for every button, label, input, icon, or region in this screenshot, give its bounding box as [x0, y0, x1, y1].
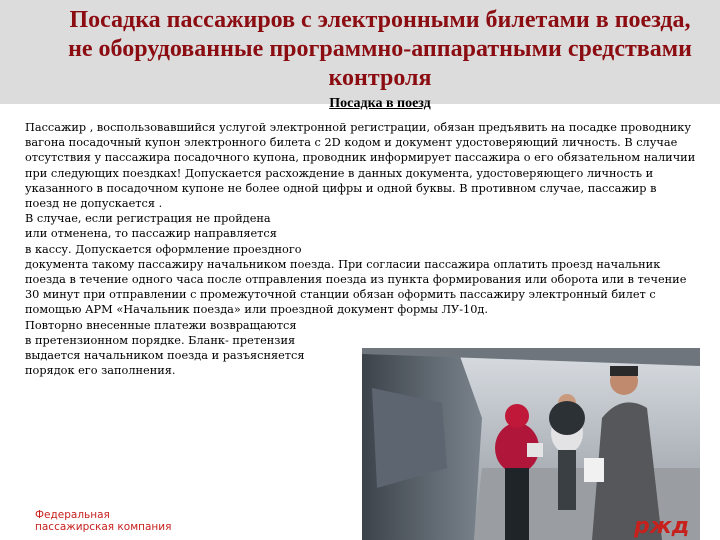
body-line: в претензионном порядке. Бланк- претензия: [25, 333, 296, 347]
body-text: [25, 120, 697, 378]
body-line: или отменена, то пассажир направляется: [25, 227, 277, 241]
rzd-logo-icon: [632, 512, 696, 538]
slide-title: Посадка пассажиров с электронными билетами в поезда, не оборудованные программно-аппаратными средствами контроля: [68, 7, 692, 91]
body-line: порядок его заполнения.: [25, 364, 176, 378]
section-subtitle: Посадка в поезд: [329, 96, 431, 111]
body-line: В случае, если регистрация не пройдена: [25, 212, 271, 226]
body-line: указанного в посадочном купоне не более одной цифры и одной буквы. В противном случае, пассажир в: [25, 181, 657, 195]
body-line: поезда в течение одного часа после отправления поезда из пункта формирования или оборота или в течение: [25, 273, 687, 287]
body-line: при следующих поездках! Допускается расхождение в данных документа, удостоверяющего личность и: [25, 166, 654, 180]
company-name-line1: Федеральная: [35, 509, 110, 521]
company-name-line2: пассажирская компания: [35, 521, 172, 533]
body-line: отсутствия у пассажира посадочного купона, проводник информирует пассажира о его обязательном наличии: [25, 151, 696, 165]
body-line: выдается начальником поезда и разъясняется: [25, 349, 305, 363]
body-line: помощью АРМ «Начальник поезда» или проездной документ формы ЛУ-10д.: [25, 303, 488, 317]
body-line: Повторно внесенные платежи возвращаются: [25, 318, 297, 332]
body-line: 30 минут при отправлении с промежуточной станции обязан оформить пассажиру электронный билет с: [25, 288, 656, 302]
body-line: поезд не допускается .: [25, 197, 163, 211]
company-logo: [35, 509, 171, 533]
body-line: в кассу. Допускается оформление проездного: [25, 242, 302, 256]
body-line: документа такому пассажиру начальником поезда. При согласии пассажира оплатить проезд начальник: [25, 257, 661, 271]
rzd-logo-text: ржд: [634, 514, 690, 538]
body-line: вагона посадочный купон электронного билета с 2D кодом и документ удостоверяющий личность. В случае: [25, 136, 678, 150]
body-line: Пассажир , воспользовавшийся услугой электронной регистрации, обязан предъявить на посадке проводнику: [25, 121, 691, 134]
